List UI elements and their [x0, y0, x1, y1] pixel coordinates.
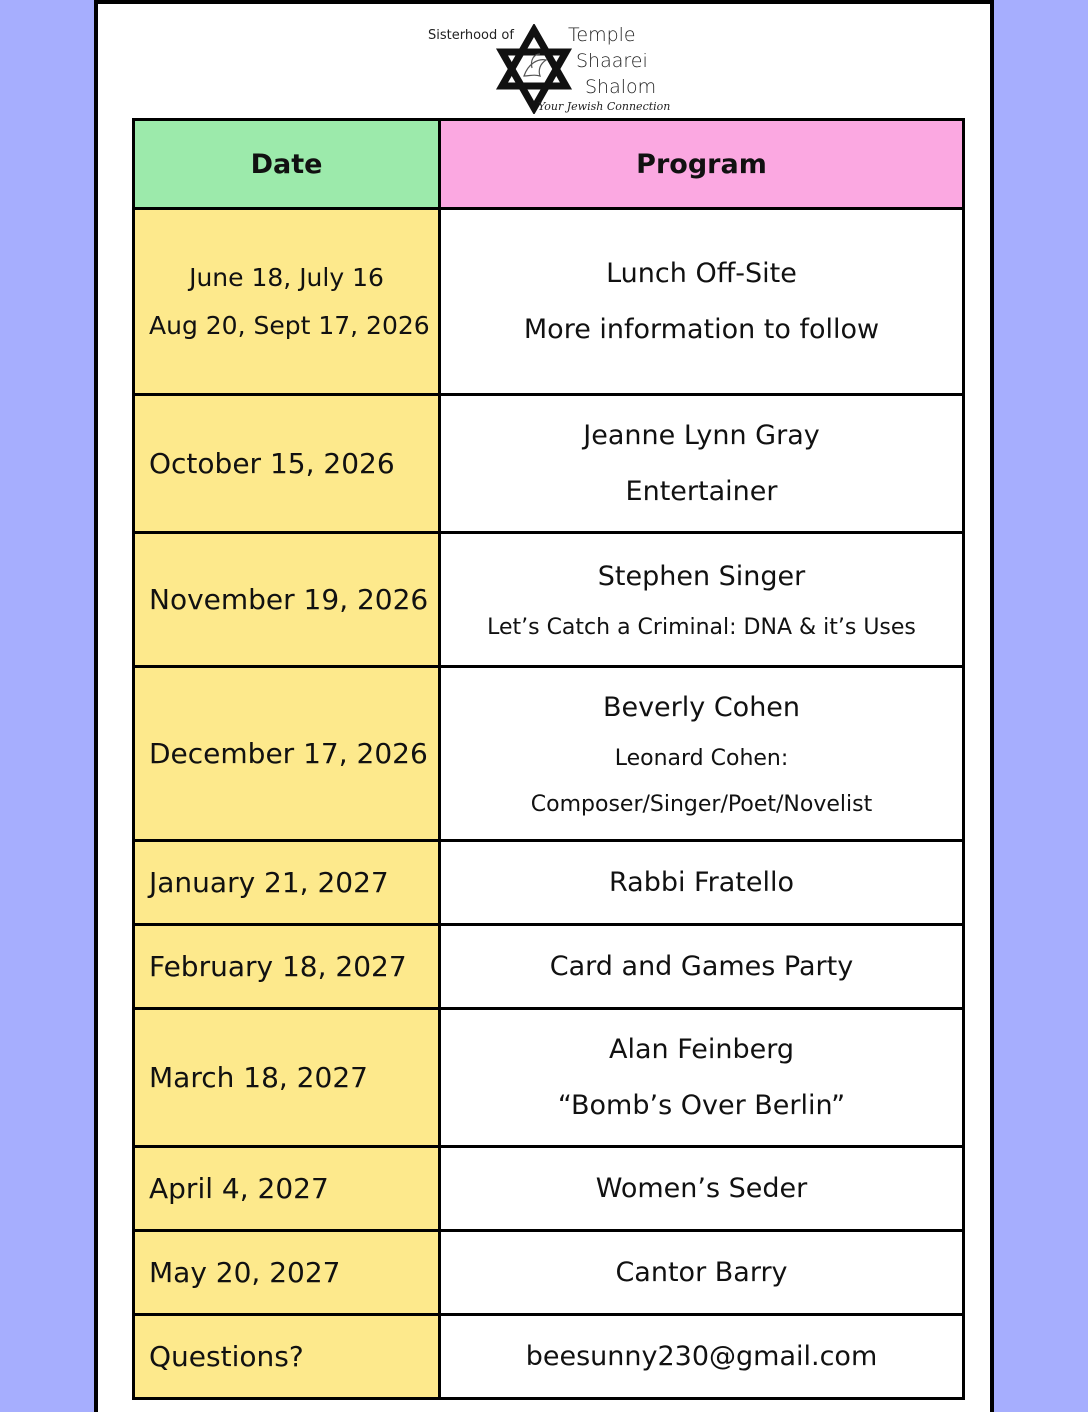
date-cell — [134, 925, 440, 1009]
program-cell — [440, 1009, 964, 1147]
program-title: Women’s Seder — [595, 1172, 808, 1204]
table-row — [134, 925, 964, 1009]
date-cell — [134, 1231, 440, 1315]
program-cell — [440, 395, 964, 533]
date-cell — [134, 533, 440, 667]
program-title: Rabbi Fratello — [608, 866, 794, 898]
date-line: January 21, 2027 — [149, 866, 389, 899]
date-line: February 18, 2027 — [149, 950, 407, 983]
program-title: Lunch Off-Site — [606, 257, 797, 289]
table-row — [134, 1009, 964, 1147]
date-cell — [134, 667, 440, 841]
date-cell — [134, 1147, 440, 1231]
program-title: Jeanne Lynn Gray — [583, 419, 820, 451]
date-cell — [134, 1315, 440, 1399]
date-cell — [134, 395, 440, 533]
date-line: December 17, 2026 — [149, 737, 428, 770]
program-title: Beverly Cohen — [602, 691, 801, 723]
program-title: Card and Games Party — [549, 950, 854, 982]
program-subtitle: Let’s Catch a Criminal: DNA & it’s Uses — [487, 614, 916, 640]
date-line: May 20, 2027 — [149, 1256, 341, 1289]
program-cell — [440, 1315, 964, 1399]
table-row — [134, 209, 964, 395]
program-cell — [440, 1231, 964, 1315]
logo-name-line-3: Shalom — [585, 76, 657, 98]
contact-email[interactable]: beesunny230@gmail.com — [525, 1340, 878, 1372]
date-line: October 15, 2026 — [149, 447, 395, 480]
table-row — [134, 1231, 964, 1315]
program-title: Stephen Singer — [597, 560, 806, 592]
program-title: Alan Feinberg — [608, 1033, 794, 1065]
table-row — [134, 1315, 964, 1399]
program-cell — [440, 667, 964, 841]
program-cell — [440, 1147, 964, 1231]
table-row — [134, 841, 964, 925]
date-line: June 18, July 16 — [189, 262, 384, 292]
program-title: Cantor Barry — [615, 1256, 788, 1288]
questions-label: Questions? — [149, 1340, 304, 1373]
program-subtitle: “Bomb’s Over Berlin” — [557, 1089, 846, 1121]
date-line: Aug 20, Sept 17, 2026 — [149, 310, 430, 340]
table-row — [134, 533, 964, 667]
program-cell — [440, 209, 964, 395]
date-column-header: Date — [134, 120, 440, 209]
program-subtitle: Composer/Singer/Poet/Novelist — [530, 791, 873, 817]
program-subtitle: Leonard Cohen: — [614, 745, 789, 771]
logo-tagline: Your Jewish Connection — [538, 100, 671, 113]
date-line: April 4, 2027 — [149, 1172, 329, 1205]
logo-name-line-1: Temple — [568, 24, 636, 46]
logo-name-line-2: Shaarei — [576, 50, 648, 72]
sisterhood-logo — [428, 18, 671, 118]
table-header-row — [134, 120, 964, 209]
date-line: November 19, 2026 — [149, 583, 429, 616]
table-row — [134, 395, 964, 533]
date-line: March 18, 2027 — [149, 1061, 368, 1094]
logo-prefix: Sisterhood of — [428, 28, 514, 43]
table-row — [134, 667, 964, 841]
date-cell — [134, 841, 440, 925]
program-cell — [440, 533, 964, 667]
program-subtitle: Entertainer — [625, 475, 778, 507]
date-cell — [134, 1009, 440, 1147]
program-schedule-table — [132, 118, 965, 1400]
date-cell — [134, 209, 440, 395]
program-cell — [440, 841, 964, 925]
program-column-header: Program — [440, 120, 964, 209]
program-cell — [440, 925, 964, 1009]
program-subtitle: More information to follow — [523, 313, 880, 345]
table-row — [134, 1147, 964, 1231]
flyer-page — [94, 0, 994, 1412]
